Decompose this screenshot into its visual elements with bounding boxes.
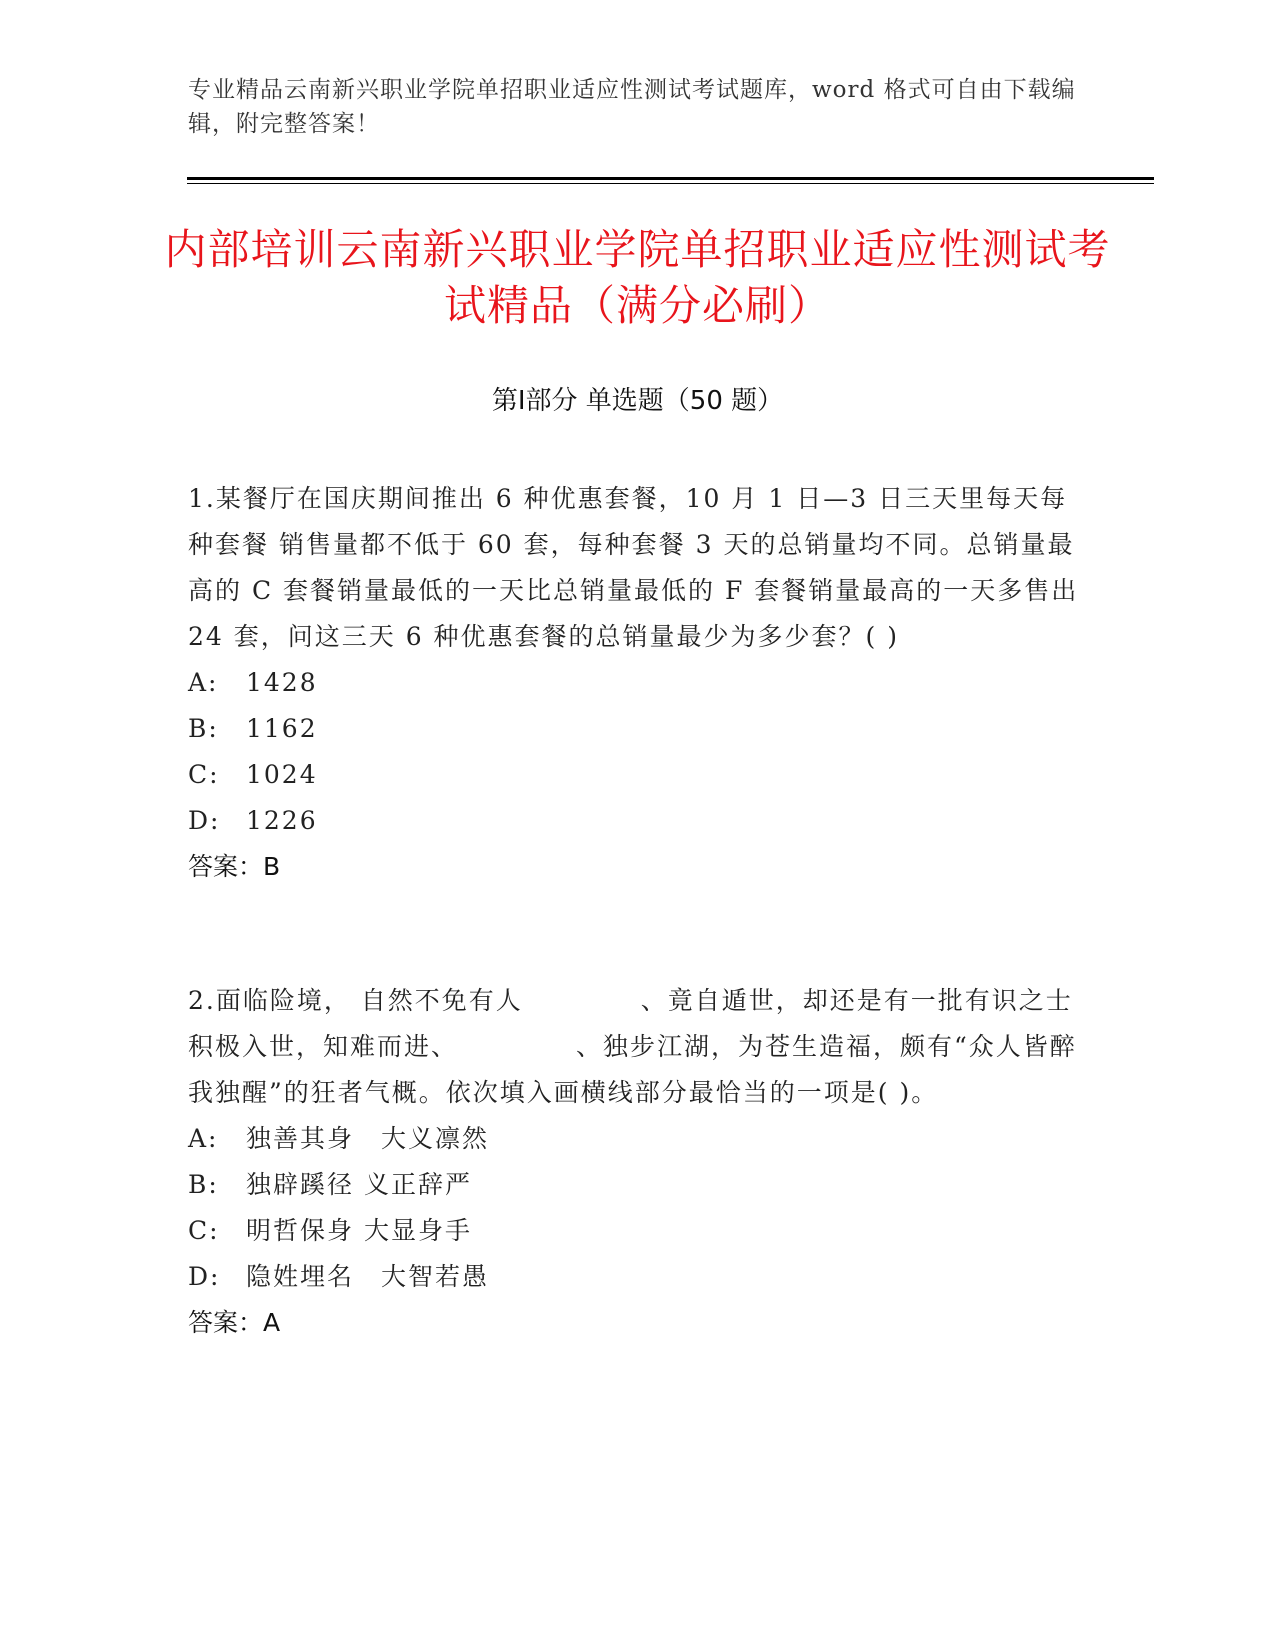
option-a	[188, 1116, 1088, 1162]
option-a	[188, 660, 1088, 706]
option-text: 1428	[246, 668, 318, 697]
header-rule-thick	[187, 177, 1154, 180]
option-letter: A:	[188, 668, 219, 697]
header-rule-thin	[187, 183, 1154, 184]
question-stem: 1.某餐厅在国庆期间推出 6 种优惠套餐，10 月 1 日—3 日三天里每天每种套餐 销售量都不低于 60 套，每种套餐 3 天的总销量均不同。总销量最高的 C 套餐销量最低的一天比总销量最低的 F 套餐销量最高的一天多售出 24 套，问这三天 6 种优惠套餐的总销量最少为多少套？( )	[188, 484, 1079, 651]
option-text: 明哲保身 大显身手	[246, 1216, 472, 1245]
option-letter: D:	[188, 806, 221, 835]
option-letter: C:	[188, 760, 220, 789]
option-text: 1162	[246, 714, 318, 743]
option-text: 隐姓埋名 大智若愚	[246, 1262, 490, 1291]
option-text: 独辟蹊径 义正辞严	[246, 1170, 472, 1199]
option-d	[188, 798, 1088, 844]
option-letter: B:	[188, 1170, 219, 1199]
document-title: 内部培训云南新兴职业学院单招职业适应性测试考试精品（满分必刷）	[164, 225, 1111, 330]
option-b	[188, 1162, 1088, 1208]
option-letter: A:	[188, 1124, 219, 1153]
option-d	[188, 1254, 1088, 1300]
option-b	[188, 706, 1088, 752]
option-c	[188, 752, 1088, 798]
option-letter: D:	[188, 1262, 221, 1291]
section-title: 第Ⅰ部分 单选题（50 题）	[491, 386, 784, 416]
option-letter: B:	[188, 714, 219, 743]
option-text: 1226	[246, 806, 318, 835]
option-text: 1024	[246, 760, 318, 789]
question-stem: 2.面临险境， 自然不免有人 、竟自遁世，却还是有一批有识之士积极入世，知难而进、 、独步江湖，为苍生造福，颇有“众人皆醉我独醒”的狂者气概。依次填入画横线部分最恰当的一项是( )。	[188, 986, 1077, 1107]
option-letter: C:	[188, 1216, 220, 1245]
answer-line: 答案：B	[188, 852, 281, 881]
option-c	[188, 1208, 1088, 1254]
answer-line: 答案：A	[188, 1308, 281, 1337]
question-1	[188, 476, 1088, 890]
header-note: 专业精品云南新兴职业学院单招职业适应性测试考试题库，word 格式可自由下载编辑，附完整答案！	[188, 77, 1076, 137]
option-text: 独善其身 大义凛然	[246, 1124, 490, 1153]
question-2	[188, 978, 1088, 1346]
